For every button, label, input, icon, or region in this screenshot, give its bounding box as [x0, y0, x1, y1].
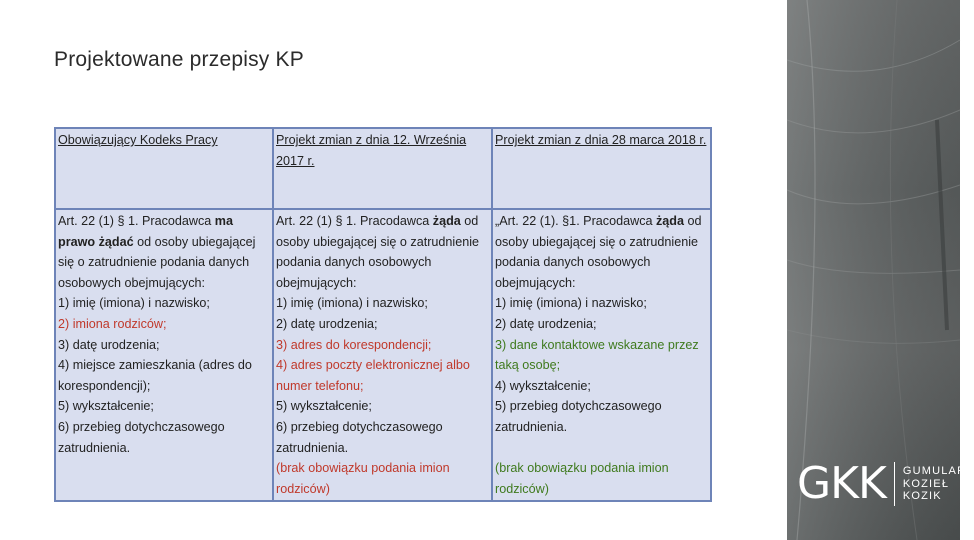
- intro-emphasis: żąda: [656, 214, 684, 228]
- logo-word: GUMULARZ: [902, 465, 974, 478]
- list-item: 4) wykształcenie;: [495, 378, 591, 393]
- intro-text: Art. 22 (1) § 1. Pracodawca: [276, 214, 433, 228]
- list-item: 3) datę urodzenia;: [58, 337, 160, 352]
- header-project-2018-text: Projekt zmian z dnia 28 marca 2018 r.: [495, 133, 707, 147]
- cell-project-2018: [492, 209, 711, 501]
- note-text: (brak obowiązku podania imion rodziców): [276, 461, 450, 496]
- note-text: (brak obowiązku podania imion rodziców): [495, 461, 669, 496]
- comparison-table: [54, 127, 712, 502]
- list-item: 1) imię (imiona) i nazwisko;: [276, 296, 428, 311]
- table-header-row: [55, 128, 711, 209]
- current-code-intro: [58, 211, 270, 293]
- intro-text-rest: od osoby ubiegającej się o zatrudnienie podania danych osobowych obejmujących:: [495, 214, 702, 290]
- intro-text: Art. 22 (1) § 1. Pracodawca: [58, 214, 215, 228]
- list-item: 2) datę urodzenia;: [495, 316, 597, 331]
- project-2017-intro: [276, 211, 489, 293]
- logo-divider: [894, 462, 895, 506]
- list-item: 6) przebieg dotychczasowego zatrudnienia.: [58, 419, 225, 455]
- header-project-2017-text: Projekt zmian z dnia 12. Września 2017 r.: [276, 133, 467, 168]
- company-logo: [797, 458, 974, 509]
- list-item-changed: 3) adres do korespondencji;: [276, 337, 432, 352]
- header-project-2017: [273, 128, 492, 209]
- intro-text-rest: od osoby ubiegającej się o zatrudnienie podania danych osobowych obejmujących:: [58, 234, 256, 290]
- cell-current-code: [55, 209, 273, 501]
- header-current-code-text: Obowiązujący Kodeks Pracy: [58, 133, 218, 147]
- logo-wordmark: [903, 465, 974, 503]
- list-item-removed: 2) imiona rodziców;: [58, 316, 167, 331]
- logo-word: KOZIK: [902, 490, 942, 503]
- list-item: 2) datę urodzenia;: [276, 316, 378, 331]
- list-item: 6) przebieg dotychczasowego zatrudnienia.: [276, 419, 443, 455]
- list-item: 5) wykształcenie;: [276, 399, 372, 414]
- project-2018-intro: [495, 211, 708, 293]
- table-body-row: [55, 209, 711, 501]
- list-item: 5) wykształcenie;: [58, 399, 154, 414]
- intro-emphasis: żąda: [432, 214, 461, 228]
- slide-title: Projektowane przepisy KP: [54, 48, 304, 71]
- intro-text-rest: od osoby ubiegającej się o zatrudnienie podania danych osobowych obejmujących:: [276, 214, 480, 290]
- logo-mark: GKK: [797, 458, 886, 509]
- intro-emphasis: ma prawo żądać: [58, 214, 233, 249]
- intro-text: „Art. 22 (1). §1. Pracodawca: [495, 214, 656, 228]
- list-item-changed: 3) dane kontaktowe wskazane przez taką osobę;: [495, 337, 699, 373]
- list-item: 4) miejsce zamieszkania (adres do korespondencji);: [58, 358, 252, 393]
- list-item: 5) przebieg dotychczasowego zatrudnienia.: [495, 399, 662, 434]
- blank-line: [495, 438, 708, 459]
- cell-project-2017: [273, 209, 492, 501]
- list-item: 1) imię (imiona) i nazwisko;: [58, 296, 210, 311]
- header-project-2018: [492, 128, 711, 209]
- logo-word: KOZIEŁ: [902, 477, 950, 490]
- list-item-changed: 4) adres poczty elektronicznej albo numer telefonu;: [276, 358, 470, 393]
- header-current-code: [55, 128, 273, 209]
- list-item: 1) imię (imiona) i nazwisko;: [495, 296, 647, 311]
